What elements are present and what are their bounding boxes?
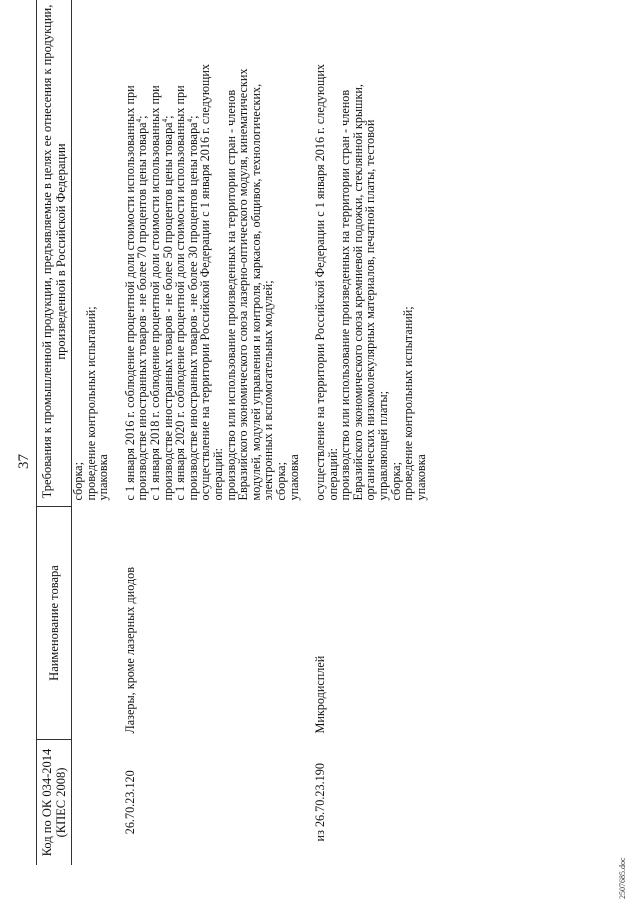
- requirement-line: управляющей платы;: [376, 391, 391, 501]
- requirement-line: с 1 января 2020 г. соблюдение процентной доли стоимости использованных при: [173, 85, 188, 501]
- footnote-mark: 4: [135, 118, 144, 123]
- table-row: [124, 0, 300, 865]
- header-requirements: Требования к промышленной продукции, предъявляемые в целях ее отнесения к продукции, произведенной в Российской Федерации: [37, 0, 72, 507]
- requirement-line: сборка;: [388, 462, 403, 501]
- footnote-mark: 4: [160, 118, 169, 123]
- page-number: 37: [16, 454, 32, 469]
- requirement-line: операций:: [325, 448, 340, 501]
- requirement-line: производстве иностранных товаров - не более 30 процентов цены товара$^4$;: [185, 115, 200, 501]
- footnote-mark: 4: [185, 118, 194, 123]
- requirement-line: осуществление на территории Российской Федерации с 1 января 2016 г. следующих: [198, 64, 213, 501]
- requirement-line: производство или использование произведенных на территории стран - членов: [338, 89, 353, 501]
- product-name: Микродисплей: [313, 655, 328, 734]
- requirement-line: электронных и вспомогательных модулей;: [261, 280, 276, 501]
- requirement-line: Евразийского экономического союза лазерно-оптического модуля, кинематических: [236, 68, 251, 501]
- table-row-continuation: [72, 0, 110, 865]
- footer-filename: 2507685.doc: [618, 857, 627, 899]
- header-code: Код по ОК 034-2014 (КПЕС 2008): [37, 740, 72, 866]
- requirement-line: упаковка: [96, 454, 111, 501]
- requirement-line: производство или использование произведенных на территории стран - членов: [223, 89, 238, 501]
- requirement-line: производстве иностранных товаров - не более 70 процентов цены товара$^4$;: [135, 115, 150, 501]
- product-requirements: [314, 0, 427, 507]
- requirement-line: осуществление на территории Российской Федерации с 1 января 2016 г. следующих: [313, 64, 328, 501]
- requirements-table: [36, 0, 427, 865]
- requirement-line: модулей, модулей управления и контроля, каркасов, общивок, технологических,: [248, 83, 263, 501]
- requirement-line: сборка;: [71, 462, 85, 501]
- product-code: из 26.70.23.190: [313, 763, 328, 842]
- requirement-line: сборка;: [273, 462, 288, 501]
- requirement-line: проведение контрольных испытаний;: [83, 306, 98, 501]
- product-code: 26.70.23.120: [122, 770, 137, 835]
- header-product-name: Наименование товара: [37, 507, 72, 740]
- requirement-line: проведение контрольных испытаний;: [401, 306, 416, 501]
- requirement-line: операций:: [210, 448, 225, 501]
- product-name: Лазеры, кроме лазерных диодов: [122, 567, 137, 734]
- requirement-line: Евразийского экономического союза кремниевой подожки, стеклянной крышки,: [350, 84, 365, 501]
- table-row: [314, 0, 427, 865]
- continuation-requirements: [72, 0, 110, 507]
- product-requirements: [124, 0, 300, 507]
- requirement-line: с 1 января 2016 г. соблюдение процентной доли стоимости использованных при: [122, 85, 137, 501]
- requirement-line: с 1 января 2018 г. соблюдение процентной доли стоимости использованных при: [147, 85, 162, 501]
- requirement-line: органических низкомолекулярных материалов, печатной платы, тестовой: [363, 119, 378, 501]
- requirement-line: упаковка: [413, 454, 428, 501]
- requirement-line: упаковка: [286, 454, 301, 501]
- table-header-row: [37, 0, 72, 865]
- requirement-line: производстве иностранных товаров - не более 50 процентов цены товара$^4$;: [160, 115, 175, 501]
